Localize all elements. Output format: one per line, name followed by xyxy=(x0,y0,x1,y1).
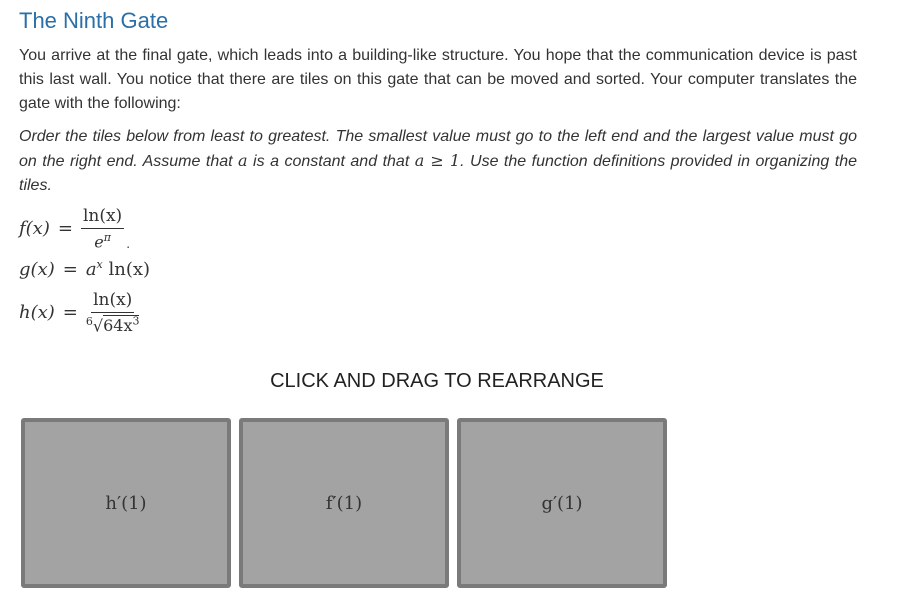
g-exponent: x xyxy=(96,258,103,271)
intro-paragraph: You arrive at the final gate, which leads into a building-like structure. You hope that the communication device is past this last wall. You notice that there are tiles on this gate that can be moved and sorted. Your computer translates the gate with the following: xyxy=(19,47,857,112)
radical-icon: √ xyxy=(92,316,104,336)
f-numerator: ln(x) xyxy=(81,206,124,229)
g-rhs xyxy=(86,258,150,280)
h-root-index: 6 xyxy=(85,315,93,328)
f-lhs: f(x) xyxy=(19,218,50,240)
g-equals: = xyxy=(62,258,78,280)
f-trail: . xyxy=(126,237,131,252)
h-numerator: ln(x) xyxy=(91,290,134,313)
prompt-text-1: Order the tiles below from least to greatest. The smallest value must go to the left end and the largest value must go on the right end. Assume that xyxy=(19,128,857,170)
tile-h-prime[interactable] xyxy=(21,418,231,588)
page-title: The Ninth Gate xyxy=(19,8,169,33)
g-rest: ln(x) xyxy=(102,259,151,280)
prompt-text-2: is a constant and that xyxy=(247,153,415,170)
f-den-exponent: π xyxy=(103,231,111,244)
tile-label: f′(1) xyxy=(325,492,363,514)
h-definition xyxy=(19,290,139,335)
f-denominator xyxy=(94,229,111,251)
h-radicand: 64x xyxy=(103,316,133,336)
g-definition xyxy=(19,258,150,280)
f-definition xyxy=(19,206,130,251)
f-fraction xyxy=(81,206,124,251)
condition: a ≥ 1 xyxy=(414,151,461,170)
tile-g-prime[interactable] xyxy=(457,418,667,588)
h-denominator xyxy=(86,313,140,335)
tile-label: g′(1) xyxy=(541,492,583,514)
prompt-text-3: . Use the function definitions provided in organizing the tiles. xyxy=(19,153,857,194)
g-base: a xyxy=(85,259,97,280)
h-radicand-exponent: 3 xyxy=(132,315,140,328)
h-lhs: h(x) xyxy=(19,302,55,324)
h-equals: = xyxy=(62,302,78,324)
h-fraction xyxy=(86,290,140,335)
f-den-base: e xyxy=(94,232,104,252)
tile-label: h′(1) xyxy=(105,492,147,514)
g-lhs: g(x) xyxy=(19,258,55,280)
f-equals: = xyxy=(57,218,73,240)
tile-f-prime[interactable] xyxy=(239,418,449,588)
drag-instruction: CLICK AND DRAG TO REARRANGE xyxy=(270,370,604,392)
prompt-paragraph xyxy=(19,125,857,198)
var-a: a xyxy=(238,151,248,170)
